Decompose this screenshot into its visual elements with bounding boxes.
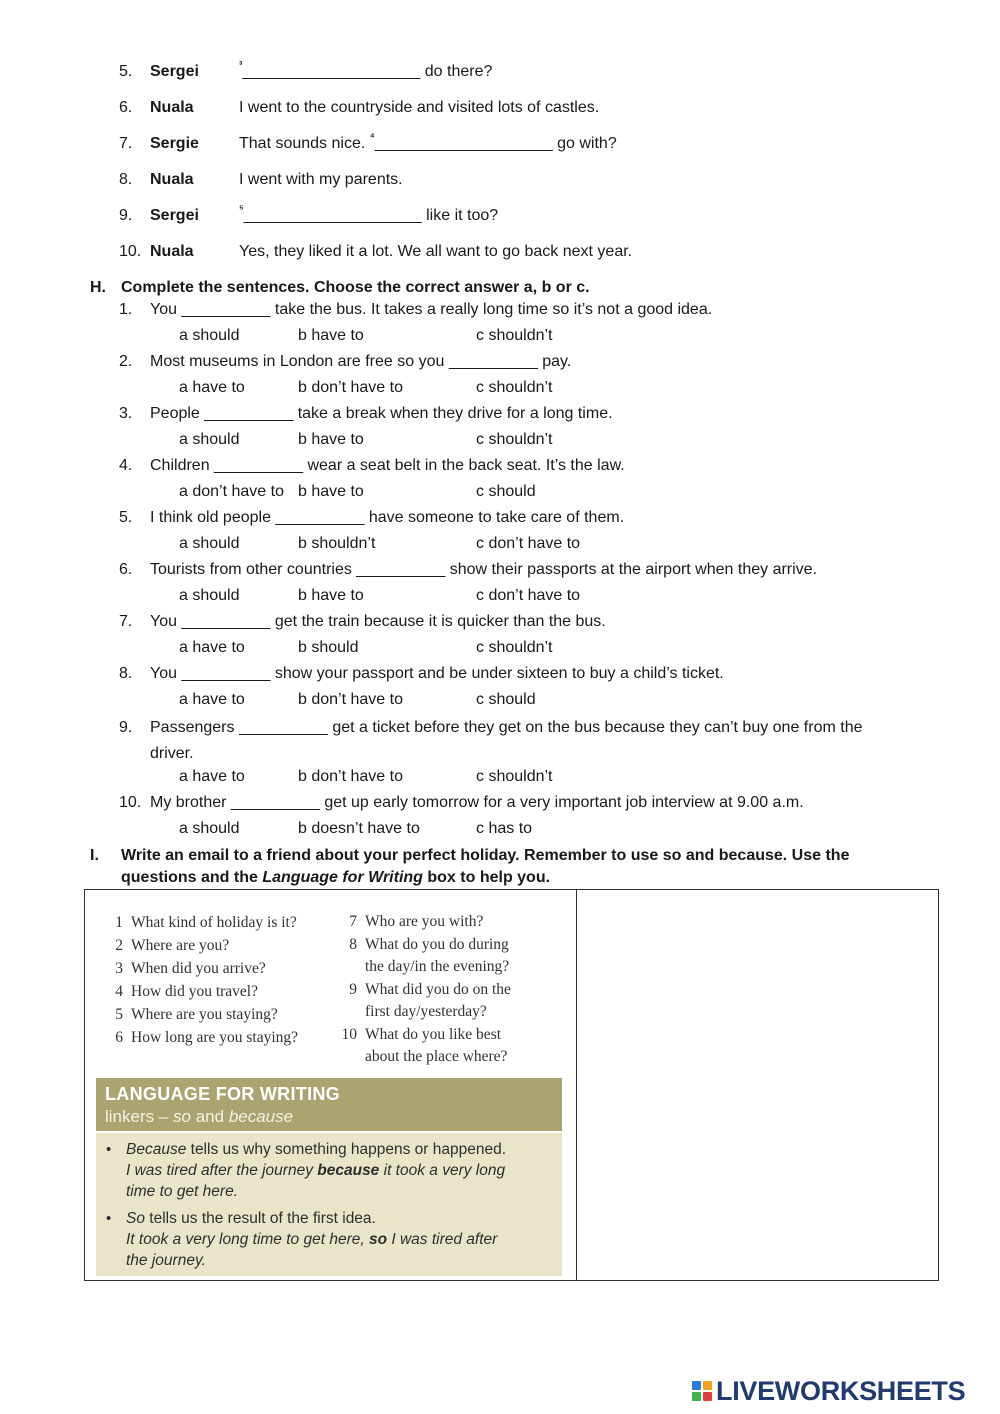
- prompt-question: [335, 911, 511, 934]
- prompt-text: When did you arrive?: [131, 960, 266, 977]
- option-c[interactable]: c don’t have to: [476, 535, 581, 552]
- gap-text[interactable]: ____________________ do there?: [242, 63, 493, 80]
- speaker-name: Sergie: [150, 135, 199, 152]
- line-number: 8.: [119, 171, 133, 188]
- lfw-keyword: So: [126, 1210, 145, 1227]
- gap-number: ⁵: [239, 204, 244, 215]
- gap-text[interactable]: ____________________ go with?: [374, 135, 617, 152]
- speaker-name: Nuala: [150, 243, 194, 260]
- prompt-text: How did you travel?: [131, 983, 258, 1000]
- prompt-question: [105, 1026, 298, 1049]
- line-text: I went with my parents.: [239, 171, 403, 188]
- prompt-number: 1: [115, 914, 123, 931]
- prompt-text: What kind of holiday is it?: [131, 914, 297, 931]
- lfw-example-part: I was tired after: [387, 1231, 498, 1248]
- option-c[interactable]: c shouldn’t: [476, 379, 553, 396]
- question-number: 7.: [119, 613, 133, 630]
- prompt-text: [365, 979, 511, 1024]
- question-number: 8.: [119, 665, 133, 682]
- gap-number: ⁴: [369, 132, 375, 143]
- question-number: 5.: [119, 509, 133, 526]
- prompt-question: [105, 934, 298, 957]
- line-text: I went to the countryside and visited lots of castles.: [239, 99, 600, 116]
- prompt-number: 9: [349, 980, 357, 998]
- lfw-sub-part: linkers –: [105, 1107, 174, 1126]
- answer-options: [0, 325, 1000, 347]
- question-text: Passengers __________ get a ticket before they get on the bus because they can’t buy one from the driver.: [150, 719, 863, 762]
- prompt-text: Who are you with?: [365, 913, 484, 930]
- question-text: You __________ get the train because it is quicker than the bus.: [150, 613, 606, 630]
- bullet-icon: •: [106, 1141, 112, 1158]
- option-b[interactable]: b doesn’t have to: [298, 820, 420, 837]
- line-text: [239, 205, 498, 227]
- logo-mark-icon: [692, 1378, 714, 1400]
- prompt-text: Where are you staying?: [131, 1006, 278, 1023]
- option-c[interactable]: c shouldn’t: [476, 768, 553, 785]
- answer-options: [0, 818, 1000, 840]
- option-b[interactable]: b have to: [298, 327, 364, 344]
- option-a[interactable]: a should: [179, 587, 240, 604]
- option-c[interactable]: c should: [476, 483, 536, 500]
- prompt-text: How long are you staying?: [131, 1029, 299, 1046]
- lfw-example-bold: because: [317, 1162, 380, 1179]
- line-text: [239, 61, 492, 83]
- line-text: Yes, they liked it a lot. We all want to go back next year.: [239, 243, 633, 260]
- answer-options: [0, 637, 1000, 659]
- lfw-text: tells us why something happens or happened.: [186, 1141, 507, 1158]
- line-number: 10.: [119, 243, 142, 260]
- bullet-icon: •: [106, 1210, 112, 1227]
- question-text: Tourists from other countries __________ show their passports at the airport when they arrive.: [150, 561, 818, 578]
- option-c[interactable]: c shouldn’t: [476, 431, 553, 448]
- answer-options: [0, 585, 1000, 607]
- option-b[interactable]: b have to: [298, 431, 364, 448]
- question-text: You __________ take the bus. It takes a really long time so it’s not a good idea.: [150, 301, 713, 318]
- answer-options: [0, 377, 1000, 399]
- answer-options: [0, 766, 1000, 788]
- prompt-questions-right: [335, 911, 511, 1069]
- line-number: 9.: [119, 207, 133, 224]
- prompt-line: What did you do on the: [365, 980, 511, 998]
- prompt-line: What do you do during: [365, 935, 509, 953]
- lfw-example: [126, 1162, 505, 1200]
- prompt-line: first day/yesterday?: [365, 1003, 487, 1020]
- question-text: My brother __________ get up early tomorrow for a very important job interview at 9.00 a.m.: [150, 794, 804, 811]
- lfw-example-part: It took a very long time to get here,: [126, 1231, 369, 1248]
- question-number: 6.: [119, 561, 133, 578]
- question-number: 2.: [119, 353, 133, 370]
- prompt-number: 3: [115, 960, 123, 977]
- option-c[interactable]: c should: [476, 691, 536, 708]
- option-c[interactable]: c has to: [476, 820, 533, 837]
- option-b[interactable]: b don’t have to: [298, 379, 403, 396]
- prompt-number: 4: [115, 983, 123, 1000]
- option-c[interactable]: c shouldn’t: [476, 327, 553, 344]
- prompt-text: Where are you?: [131, 937, 230, 954]
- question-text: People __________ take a break when they drive for a long time.: [150, 405, 613, 422]
- line-number: 7.: [119, 135, 133, 152]
- prompt-questions-left: [105, 911, 298, 1049]
- email-writing-area[interactable]: [577, 890, 938, 1280]
- option-a[interactable]: a should: [179, 327, 240, 344]
- logo-text: LIVEWORKSHEETS: [716, 1376, 966, 1406]
- instruction-part: Write an email to a friend about your perfect holiday. Remember to use so and because. Use the questions and the: [121, 847, 850, 886]
- lfw-example: [126, 1231, 497, 1269]
- question-number: 10.: [119, 794, 142, 811]
- prompt-number: 2: [115, 937, 123, 954]
- option-b[interactable]: b have to: [298, 483, 364, 500]
- option-a[interactable]: a should: [179, 431, 240, 448]
- lfw-bullet-because: [126, 1139, 546, 1202]
- option-a[interactable]: a should: [179, 535, 240, 552]
- option-a[interactable]: a don’t have to: [179, 483, 284, 500]
- prompt-question: [105, 1003, 298, 1026]
- prompt-number: 7: [349, 913, 357, 930]
- section-instruction: [121, 845, 891, 889]
- instruction-part: box to help you.: [422, 869, 551, 886]
- option-a[interactable]: a have to: [179, 691, 245, 708]
- answer-options: [0, 481, 1000, 503]
- prompt-text: [365, 1024, 507, 1069]
- instruction-italic: Language for Writing: [262, 869, 423, 886]
- line-text: [239, 133, 617, 155]
- prompt-question: [105, 980, 298, 1003]
- question-number: 4.: [119, 457, 133, 474]
- lfw-example-bold: so: [368, 1231, 388, 1248]
- prompt-line: about the place where?: [365, 1048, 508, 1065]
- prompt-line: What do you like best: [365, 1025, 502, 1043]
- prompt-number: 8: [349, 935, 357, 953]
- line-number: 5.: [119, 63, 133, 80]
- question-text: Children __________ wear a seat belt in the back seat. It’s the law.: [150, 457, 625, 474]
- question-number: 3.: [119, 405, 133, 422]
- prompt-number: 6: [115, 1029, 123, 1046]
- language-for-writing-body: [96, 1133, 562, 1276]
- answer-options: [0, 533, 1000, 555]
- question-number: 1.: [119, 301, 133, 318]
- lfw-heading: LANGUAGE FOR WRITING: [105, 1084, 340, 1104]
- section-letter: H.: [90, 279, 106, 296]
- option-c[interactable]: c don’t have to: [476, 587, 581, 604]
- prompt-text: [365, 934, 509, 979]
- question-text: I think old people __________ have someone to take care of them.: [150, 509, 625, 526]
- option-a[interactable]: a should: [179, 820, 240, 837]
- lfw-keyword: Because: [126, 1141, 187, 1158]
- option-b[interactable]: b shouldn’t: [298, 535, 376, 552]
- speaker-name: Nuala: [150, 171, 194, 188]
- writing-box: [84, 889, 939, 1281]
- gap-number: ³: [239, 60, 243, 71]
- question-number: 9.: [119, 719, 133, 736]
- prompt-question: [335, 934, 511, 979]
- option-b[interactable]: b should: [298, 639, 359, 656]
- section-letter: I.: [90, 847, 99, 864]
- line-prefix: That sounds nice.: [239, 135, 370, 152]
- question-text: Most museums in London are free so you __________ pay.: [150, 353, 572, 370]
- lfw-sub-so: so: [173, 1107, 191, 1126]
- question-text: You __________ show your passport and be under sixteen to buy a child’s ticket.: [150, 665, 724, 682]
- prompt-question: [335, 1024, 511, 1069]
- option-b[interactable]: b have to: [298, 587, 364, 604]
- prompt-number: 5: [115, 1006, 123, 1023]
- answer-options: [0, 689, 1000, 711]
- prompt-line: the day/in the evening?: [365, 958, 510, 975]
- speaker-name: Sergei: [150, 207, 199, 224]
- gap-text[interactable]: ____________________ like it too?: [243, 207, 499, 224]
- speaker-name: Sergei: [150, 63, 199, 80]
- prompt-question: [105, 957, 298, 980]
- option-b[interactable]: b don’t have to: [298, 691, 403, 708]
- option-a[interactable]: a have to: [179, 639, 245, 656]
- option-b[interactable]: b don’t have to: [298, 768, 403, 785]
- lfw-example-part: time to get here.: [126, 1183, 239, 1200]
- answer-options: [0, 429, 1000, 451]
- language-for-writing-header: [96, 1078, 562, 1131]
- speaker-name: Nuala: [150, 99, 194, 116]
- lfw-bullet-so: [126, 1208, 546, 1271]
- lfw-text: tells us the result of the first idea.: [144, 1210, 376, 1227]
- prompt-question: [105, 911, 298, 934]
- prompt-question: [335, 979, 511, 1024]
- option-a[interactable]: a have to: [179, 768, 245, 785]
- option-a[interactable]: a have to: [179, 379, 245, 396]
- option-c[interactable]: c shouldn’t: [476, 639, 553, 656]
- lfw-subheading: [105, 1107, 293, 1127]
- prompt-number: 10: [341, 1025, 357, 1043]
- section-instruction: Complete the sentences. Choose the correct answer a, b or c.: [121, 279, 590, 296]
- line-number: 6.: [119, 99, 133, 116]
- lfw-sub-part: and: [191, 1107, 229, 1126]
- lfw-example-part: it took a very long: [379, 1162, 506, 1179]
- lfw-sub-because: because: [228, 1107, 294, 1126]
- lfw-example-part: the journey.: [126, 1252, 206, 1269]
- lfw-example-part: I was tired after the journey: [126, 1162, 318, 1179]
